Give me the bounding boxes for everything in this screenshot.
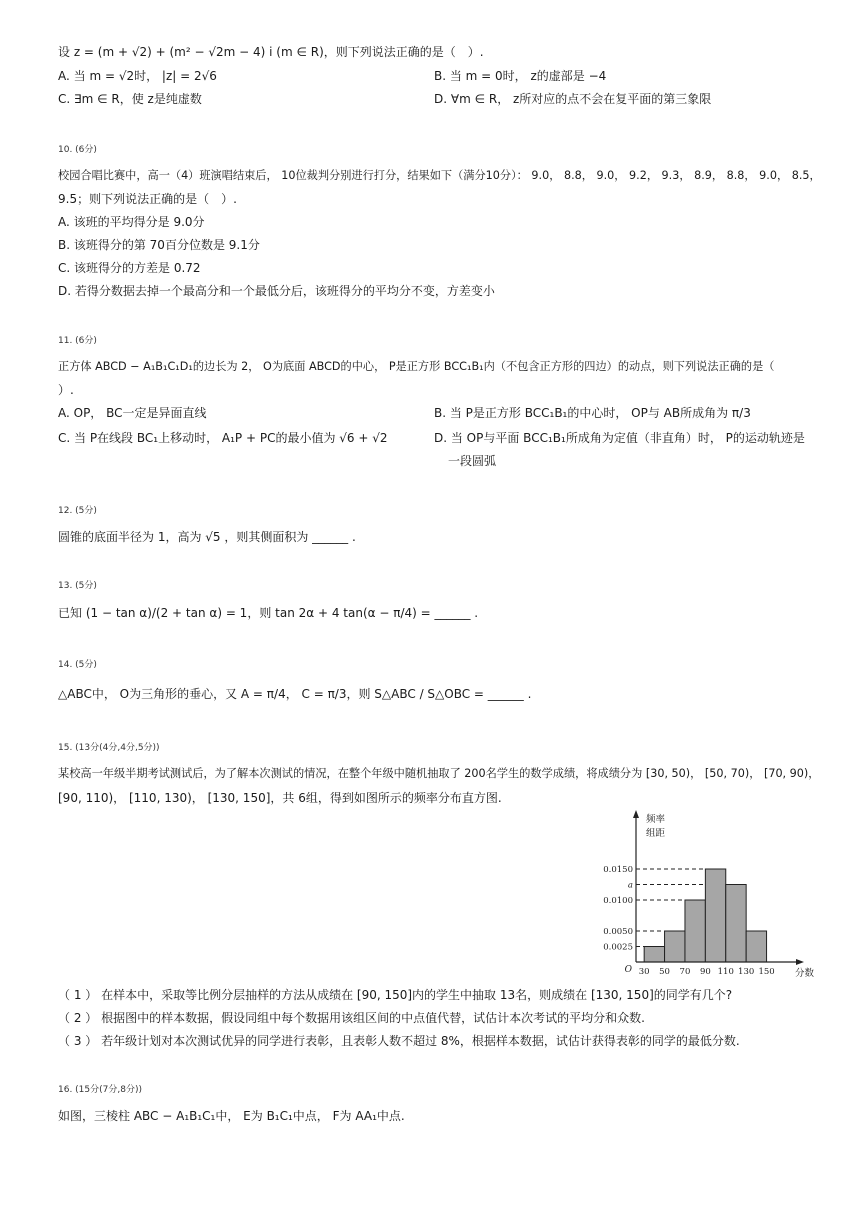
- q15-stem-line2: [90, 110)， [110, 130)， [130, 150]，共 6组，得到如图所示的频率分布直方图.: [58, 791, 502, 805]
- q10-stem-line2: 9.5；则下列说法正确的是（ ）.: [58, 192, 237, 206]
- q11-option-d-line2: 一段圆弧: [448, 454, 497, 468]
- q11-option-c: C. 当 P在线段 BC₁上移动时， A₁P + PC的最小值为 √6 + √2: [58, 431, 388, 445]
- q12-stem: 圆锥的底面半径为 1，高为 √5 ，则其侧面积为 ______ .: [58, 530, 356, 544]
- q15-header: 15. (13分(4分,4分,5分)): [58, 743, 160, 753]
- q11-option-b: B. 当 P是正方形 BCC₁B₁的中心时， OP与 AB所成角为 π/3: [434, 406, 751, 420]
- frequency-histogram: [590, 808, 815, 984]
- origin-label: O: [624, 965, 632, 975]
- q14-header: 14. (5分): [58, 660, 97, 670]
- q14-stem: △ABC中， O为三角形的垂心，又 A = π/4， C = π/3，则 S△ABC / S△OBC = ______ .: [58, 687, 532, 701]
- q15-part2: （ 2 ） 根据图中的样本数据，假设同组中每个数据用该组区间的中点值代替，试估计本次考试的平均分和众数.: [58, 1011, 645, 1025]
- y-tick-label: a: [627, 880, 633, 891]
- q9-option-b: B. 当 m = 0时， z的虚部是 −4: [434, 69, 607, 83]
- q10-option-a: A. 该班的平均得分是 9.0分: [58, 215, 205, 229]
- x-axis-arrow-icon: [796, 959, 804, 965]
- q10-option-c: C. 该班得分的方差是 0.72: [58, 261, 201, 275]
- q15-part1: （ 1 ） 在样本中，采取等比例分层抽样的方法从成绩在 [90, 150]内的学生中抽取 13名，则成绩在 [130, 150]的同学有几个?: [58, 988, 733, 1002]
- q15-stem-line1: 某校高一年级半期考试测试后，为了解本次测试的情况，在整个年级中随机抽取了 200名学生的数学成绩，将成绩分为 [30, 50)， [50, 70)， [70, 90)，: [58, 767, 820, 780]
- q15-part3: （ 3 ） 若年级计划对本次测试优异的同学进行表彰，且表彰人数不超过 8%，根据样本数据，试估计获得表彰的同学的最低分数.: [58, 1034, 740, 1048]
- x-tick-label: 90: [699, 967, 711, 977]
- histogram-bar: [644, 947, 664, 963]
- q16-stem: 如图，三棱柱 ABC − A₁B₁C₁中， E为 B₁C₁中点， F为 AA₁中点.: [58, 1109, 405, 1123]
- q10-option-d: D. 若得分数据去掉一个最高分和一个最低分后，该班得分的平均分不变，方差变小: [58, 284, 495, 298]
- q11-option-d-line1: D. 当 OP与平面 BCC₁B₁所成角为定值（非直角）时， P的运动轨迹是: [434, 431, 805, 445]
- y-axis-label-line2: 组距: [646, 828, 666, 839]
- q11-stem-line1: 正方体 ABCD − A₁B₁C₁D₁的边长为 2， O为底面 ABCD的中心， P是正方形 BCC₁B₁内（不包含正方形的四边）的动点，则下列说法正确的是（: [58, 360, 775, 373]
- x-tick-label: 50: [659, 967, 670, 977]
- y-tick-label: 0.0050: [603, 927, 633, 937]
- histogram-bar: [685, 900, 705, 962]
- y-axis-label-line1: 频率: [646, 814, 666, 825]
- q13-header: 13. (5分): [58, 581, 97, 591]
- q10-stem-line1: 校园合唱比赛中，高一（4）班演唱结束后， 10位裁判分别进行打分，结果如下（满分10分）： 9.0， 8.8， 9.0， 9.2， 9.3， 8.9， 8.8， 9.0， 8.5，: [58, 169, 821, 182]
- histogram-bar: [665, 931, 685, 962]
- q13-stem: 已知 (1 − tan α)/(2 + tan α) = 1，则 tan 2α + 4 tan(α − π/4) = ______ .: [58, 606, 479, 620]
- y-tick-label: 0.0025: [603, 942, 633, 953]
- x-tick-label: 70: [679, 967, 691, 977]
- q9-option-c: C. ∃m ∈ R，使 z是纯虚数: [58, 92, 202, 106]
- x-axis-label: 分数: [795, 968, 815, 979]
- y-tick-label: 0.0150: [603, 865, 633, 875]
- y-axis-arrow-icon: [633, 810, 639, 818]
- histogram-bar: [726, 885, 746, 963]
- histogram-bar: [746, 931, 766, 962]
- y-tick-label: 0.0100: [603, 896, 633, 906]
- x-tick-label: 110: [717, 967, 734, 977]
- x-tick-label: 150: [758, 967, 775, 977]
- q16-header: 16. (15分(7分,8分)): [58, 1085, 142, 1095]
- histogram-bar: [705, 869, 725, 962]
- q9-option-a: A. 当 m = √2时， |z| = 2√6: [58, 69, 217, 83]
- q11-stem-line2: ）.: [58, 383, 74, 397]
- q10-option-b: B. 该班得分的第 70百分位数是 9.1分: [58, 238, 260, 252]
- q10-header: 10. (6分): [58, 145, 97, 155]
- q12-header: 12. (5分): [58, 506, 97, 516]
- q11-option-a: A. OP， BC一定是异面直线: [58, 406, 207, 420]
- q9-option-d: D. ∀m ∈ R， z所对应的点不会在复平面的第三象限: [434, 92, 712, 106]
- x-tick-label: 130: [738, 967, 755, 977]
- x-tick-label: 30: [638, 967, 650, 977]
- q9-stem: 设 z = (m + √2) + (m² − √2m − 4) i (m ∈ R)，则下列说法正确的是（ ）.: [58, 45, 484, 59]
- q11-header: 11. (6分): [58, 336, 97, 346]
